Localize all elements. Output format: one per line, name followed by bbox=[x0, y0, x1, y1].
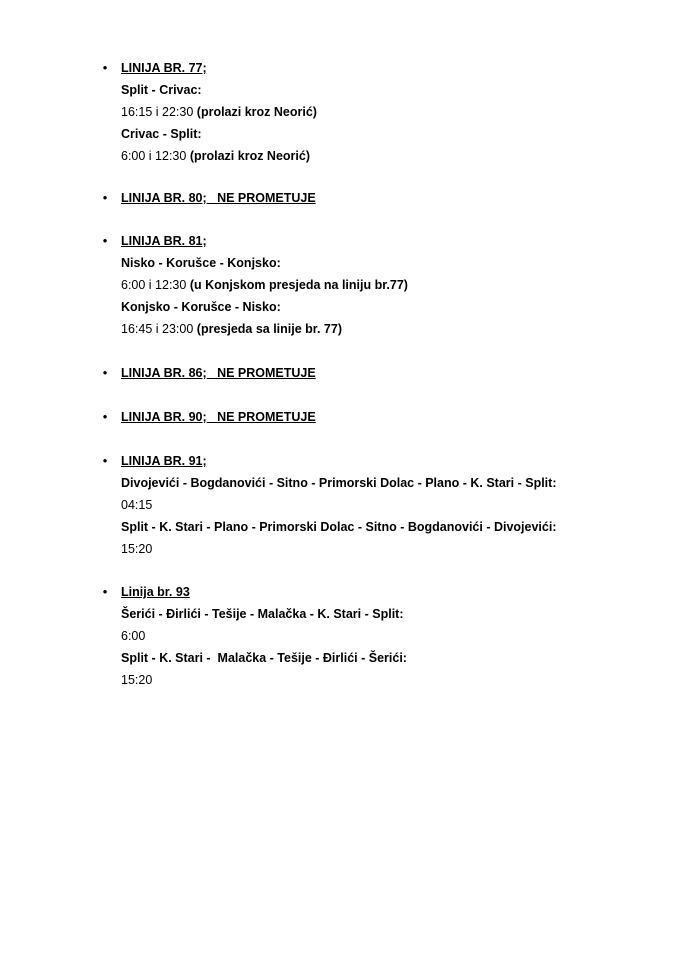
line-heading bbox=[100, 581, 660, 603]
departure-times bbox=[100, 274, 660, 296]
time-value: 6:00 i 12:30 bbox=[121, 278, 187, 292]
line-status: NE PROMETUJE bbox=[217, 191, 316, 205]
departure-times bbox=[100, 669, 660, 691]
departure-times bbox=[100, 318, 660, 340]
line-title-group bbox=[121, 191, 316, 205]
route-label: Divojevići - Bogdanovići - Sitno - Primorski Dolac - Plano - K. Stari - Split: bbox=[121, 476, 557, 490]
time-value: 6:00 i 12:30 bbox=[121, 149, 187, 163]
bus-line-77 bbox=[100, 57, 660, 167]
route-direction bbox=[100, 252, 660, 274]
route-direction bbox=[100, 603, 660, 625]
line-title: LINIJA BR. 90; bbox=[121, 410, 207, 424]
route-label: Split - K. Stari - Malačka - Tešije - Đirlići - Šerići: bbox=[121, 651, 407, 665]
route-direction bbox=[100, 647, 660, 669]
bullet-icon: • bbox=[102, 365, 108, 380]
line-title: LINIJA BR. 86; bbox=[121, 366, 207, 380]
line-heading bbox=[100, 57, 660, 79]
time-value: 16:15 i 22:30 bbox=[121, 105, 194, 119]
line-heading bbox=[100, 187, 660, 209]
time-value: 15:20 bbox=[121, 673, 153, 687]
line-title-group bbox=[121, 410, 316, 424]
departure-times bbox=[100, 145, 660, 167]
time-remark: (u Konjskom presjeda na liniju br.77) bbox=[189, 278, 408, 292]
time-remark: (presjeda sa linije br. 77) bbox=[196, 322, 342, 336]
bus-line-91 bbox=[100, 450, 660, 560]
route-direction bbox=[100, 79, 660, 101]
route-label: Nisko - Korušce - Konjsko: bbox=[121, 256, 281, 270]
line-heading bbox=[100, 406, 660, 428]
departure-times bbox=[100, 625, 660, 647]
time-remark: (prolazi kroz Neorić) bbox=[196, 105, 317, 119]
line-title: LINIJA BR. 81; bbox=[121, 234, 207, 248]
route-direction bbox=[100, 123, 660, 145]
bullet-icon: • bbox=[102, 584, 108, 599]
line-title: LINIJA BR. 91; bbox=[121, 454, 207, 468]
time-value: 15:20 bbox=[121, 542, 153, 556]
line-heading bbox=[100, 362, 660, 384]
line-title: LINIJA BR. 77; bbox=[121, 61, 207, 75]
route-label: Konjsko - Korušce - Nisko: bbox=[121, 300, 281, 314]
bullet-icon: • bbox=[102, 453, 108, 468]
line-status: NE PROMETUJE bbox=[217, 410, 316, 424]
line-status: NE PROMETUJE bbox=[217, 366, 316, 380]
route-direction bbox=[100, 296, 660, 318]
departure-times bbox=[100, 101, 660, 123]
bullet-icon: • bbox=[102, 190, 108, 205]
departure-times bbox=[100, 494, 660, 516]
bullet-icon: • bbox=[102, 409, 108, 424]
route-direction bbox=[100, 472, 660, 494]
route-direction bbox=[100, 516, 660, 538]
time-remark: (prolazi kroz Neorić) bbox=[189, 149, 310, 163]
bus-line-90 bbox=[100, 406, 660, 428]
route-label: Crivac - Split: bbox=[121, 127, 202, 141]
route-label: Split - Crivac: bbox=[121, 83, 202, 97]
bullet-icon: • bbox=[102, 233, 108, 248]
bus-line-81 bbox=[100, 230, 660, 340]
time-value: 6:00 bbox=[121, 629, 146, 643]
bullet-icon: • bbox=[102, 60, 108, 75]
bus-line-80 bbox=[100, 187, 660, 209]
line-title: Linija br. 93 bbox=[121, 585, 190, 599]
time-value: 16:45 i 23:00 bbox=[121, 322, 194, 336]
departure-times bbox=[100, 538, 660, 560]
route-label: Split - K. Stari - Plano - Primorski Dolac - Sitno - Bogdanovići - Divojevići: bbox=[121, 520, 557, 534]
line-heading bbox=[100, 450, 660, 472]
bus-line-93 bbox=[100, 581, 660, 691]
line-title: LINIJA BR. 80; bbox=[121, 191, 207, 205]
time-value: 04:15 bbox=[121, 498, 153, 512]
line-title-group bbox=[121, 366, 316, 380]
bus-line-86 bbox=[100, 362, 660, 384]
route-label: Šerići - Đirlići - Tešije - Malačka - K. Stari - Split: bbox=[121, 607, 404, 621]
line-heading bbox=[100, 230, 660, 252]
